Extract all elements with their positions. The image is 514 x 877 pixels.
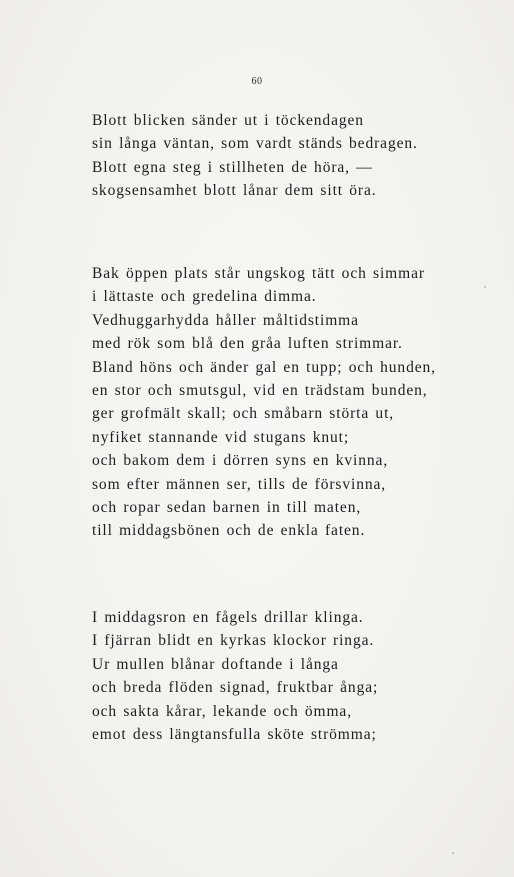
- poem-line: och sakta kårar, lekande och ömma,: [92, 702, 352, 720]
- paper-speck: [484, 286, 486, 288]
- poem-line: Ur mullen blånar doftande i långa: [92, 655, 339, 673]
- poem-line: I fjärran blidt en kyrkas klockor ringa.: [92, 632, 375, 650]
- poem-line: Bland höns och änder gal en tupp; och hunden,: [92, 358, 436, 376]
- stanza-2: [92, 262, 436, 543]
- stanza-3: [92, 606, 378, 746]
- paper-speck: [452, 852, 454, 854]
- poem-line: en stor och smutsgul, vid en trädstam bunden,: [92, 382, 428, 400]
- poem-line: Vedhuggarhydda håller måltidstimma: [92, 311, 359, 329]
- poem-line: emot dess längtansfulla sköte strömma;: [92, 726, 377, 744]
- poem-line: ger grofmält skall; och småbarn störta ut,: [92, 405, 395, 423]
- poem-line: i lättaste och gredelina dimma.: [92, 288, 317, 306]
- poem-line: och bakom dem i dörren syns en kvinna,: [92, 452, 389, 470]
- poem-line: I middagsron en fågels drillar klinga.: [92, 609, 364, 626]
- poem-line: och ropar sedan barnen in till maten,: [92, 499, 362, 517]
- poem-line: Bak öppen plats står ungskog tätt och simmar: [92, 265, 425, 282]
- page-number: 60: [251, 76, 263, 87]
- poem-line: med rök som blå den gråa luften strimmar.: [92, 335, 403, 353]
- poem-line: Blott blicken sänder ut i töckendagen: [92, 112, 364, 129]
- poem-line: och breda flöden signad, fruktbar ånga;: [92, 679, 379, 697]
- poem-line: som efter männen ser, tills de försvinna,: [92, 475, 387, 493]
- poem-line: skogsensamhet blott lånar dem sitt öra.: [92, 182, 377, 200]
- poem-line: sin långa väntan, som vardt ständs bedragen.: [92, 135, 418, 153]
- poem-line: Blott egna steg i stillheten de höra, —: [92, 158, 373, 176]
- poem-line: nyfiket stannande vid stugans knut;: [92, 428, 350, 446]
- stanza-1: [92, 109, 418, 203]
- poem-line: till middagsbönen och de enkla faten.: [92, 522, 366, 540]
